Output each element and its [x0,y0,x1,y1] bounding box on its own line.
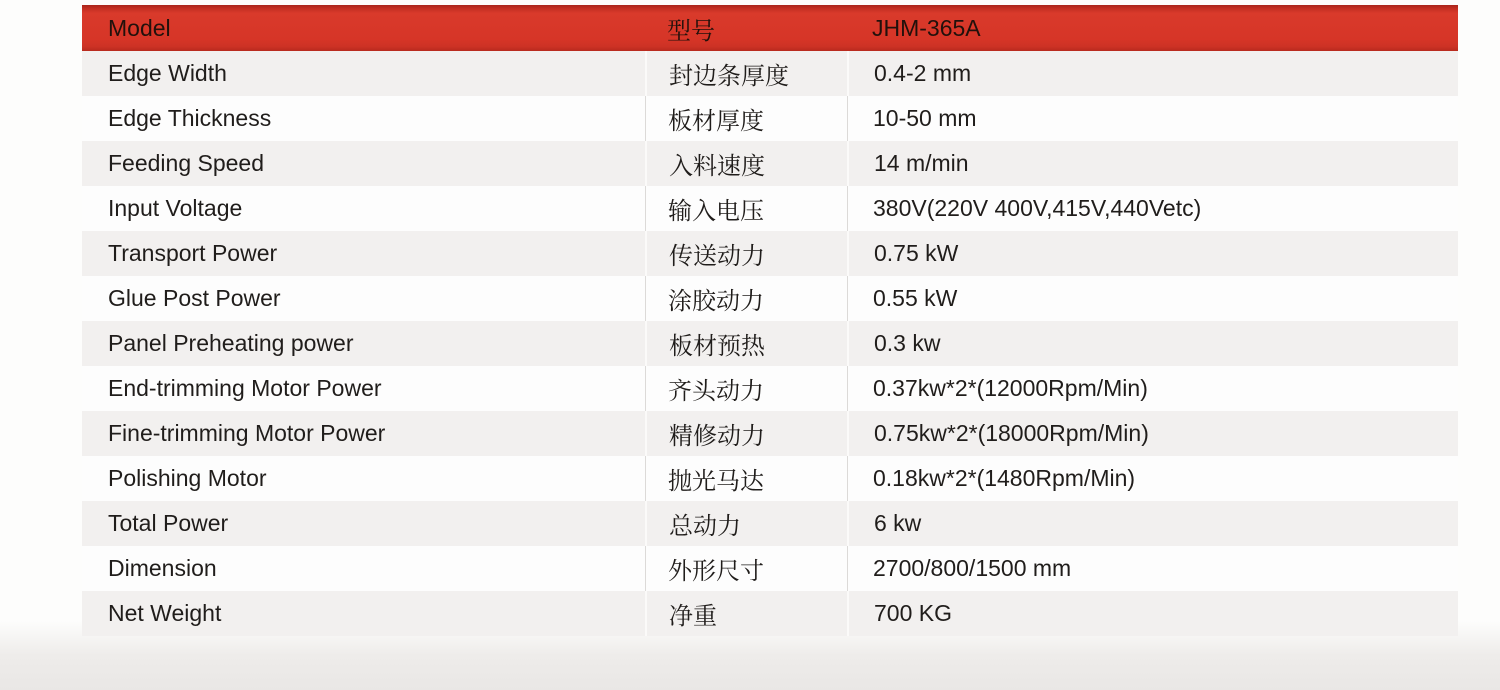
row-label-en: End-trimming Motor Power [108,375,382,401]
row-value: 6 kw [847,501,1458,546]
header-label-en: Model [108,14,171,41]
row-value: 2700/800/1500 mm [847,546,1458,591]
row-label-en: Transport Power [108,240,278,266]
row-value: 380V(220V 400V,415V,440Vetc) [847,186,1458,231]
header-label-zh: 型号 [667,17,715,45]
row-label-en: Edge Thickness [108,105,272,131]
row-value: 700 KG [847,591,1458,636]
row-label-zh: 精修动力 [645,411,847,456]
table-row [82,51,1458,96]
row-label-zh: 输入电压 [645,186,847,231]
row-value: 0.37kw*2*(12000Rpm/Min) [847,366,1458,411]
row-label-en: Input Voltage [108,195,243,221]
table-row [82,276,1458,321]
row-label-en: Dimension [108,555,217,581]
table-row [82,411,1458,456]
spec-table [82,5,1458,636]
row-label-zh: 入料速度 [645,141,847,186]
row-label-en: Feeding Speed [108,150,265,176]
table-row [82,321,1458,366]
row-label-zh: 板材厚度 [645,96,847,141]
table-row [82,546,1458,591]
row-label-en: Fine-trimming Motor Power [108,420,386,446]
row-label-en: Edge Width [108,60,227,86]
table-row [82,186,1458,231]
spec-table-body [82,51,1458,636]
table-row [82,231,1458,276]
row-label-en: Panel Preheating power [108,330,354,356]
row-label-en: Net Weight [108,600,222,626]
row-value: 0.75kw*2*(18000Rpm/Min) [847,411,1458,456]
row-label-zh: 总动力 [645,501,847,546]
row-value: 10-50 mm [847,96,1458,141]
row-value: 0.3 kw [847,321,1458,366]
row-label-zh: 抛光马达 [645,456,847,501]
table-row [82,96,1458,141]
row-value: 14 m/min [847,141,1458,186]
row-label-zh: 传送动力 [645,231,847,276]
row-value: 0.75 kW [847,231,1458,276]
table-row [82,456,1458,501]
table-row [82,141,1458,186]
table-row [82,366,1458,411]
table-row [82,501,1458,546]
row-label-en: Polishing Motor [108,465,267,491]
row-value: 0.18kw*2*(1480Rpm/Min) [847,456,1458,501]
spec-table-header-row [82,5,1458,51]
row-label-zh: 外形尺寸 [645,546,847,591]
row-label-zh: 封边条厚度 [645,51,847,96]
row-label-en: Total Power [108,510,229,536]
row-label-zh: 板材预热 [645,321,847,366]
table-row [82,591,1458,636]
row-label-zh: 涂胶动力 [645,276,847,321]
row-label-zh: 净重 [645,591,847,636]
header-model-value: JHM-365A [872,14,981,41]
row-value: 0.55 kW [847,276,1458,321]
row-label-en: Glue Post Power [108,285,281,311]
row-label-zh: 齐头动力 [645,366,847,411]
row-value: 0.4-2 mm [847,51,1458,96]
